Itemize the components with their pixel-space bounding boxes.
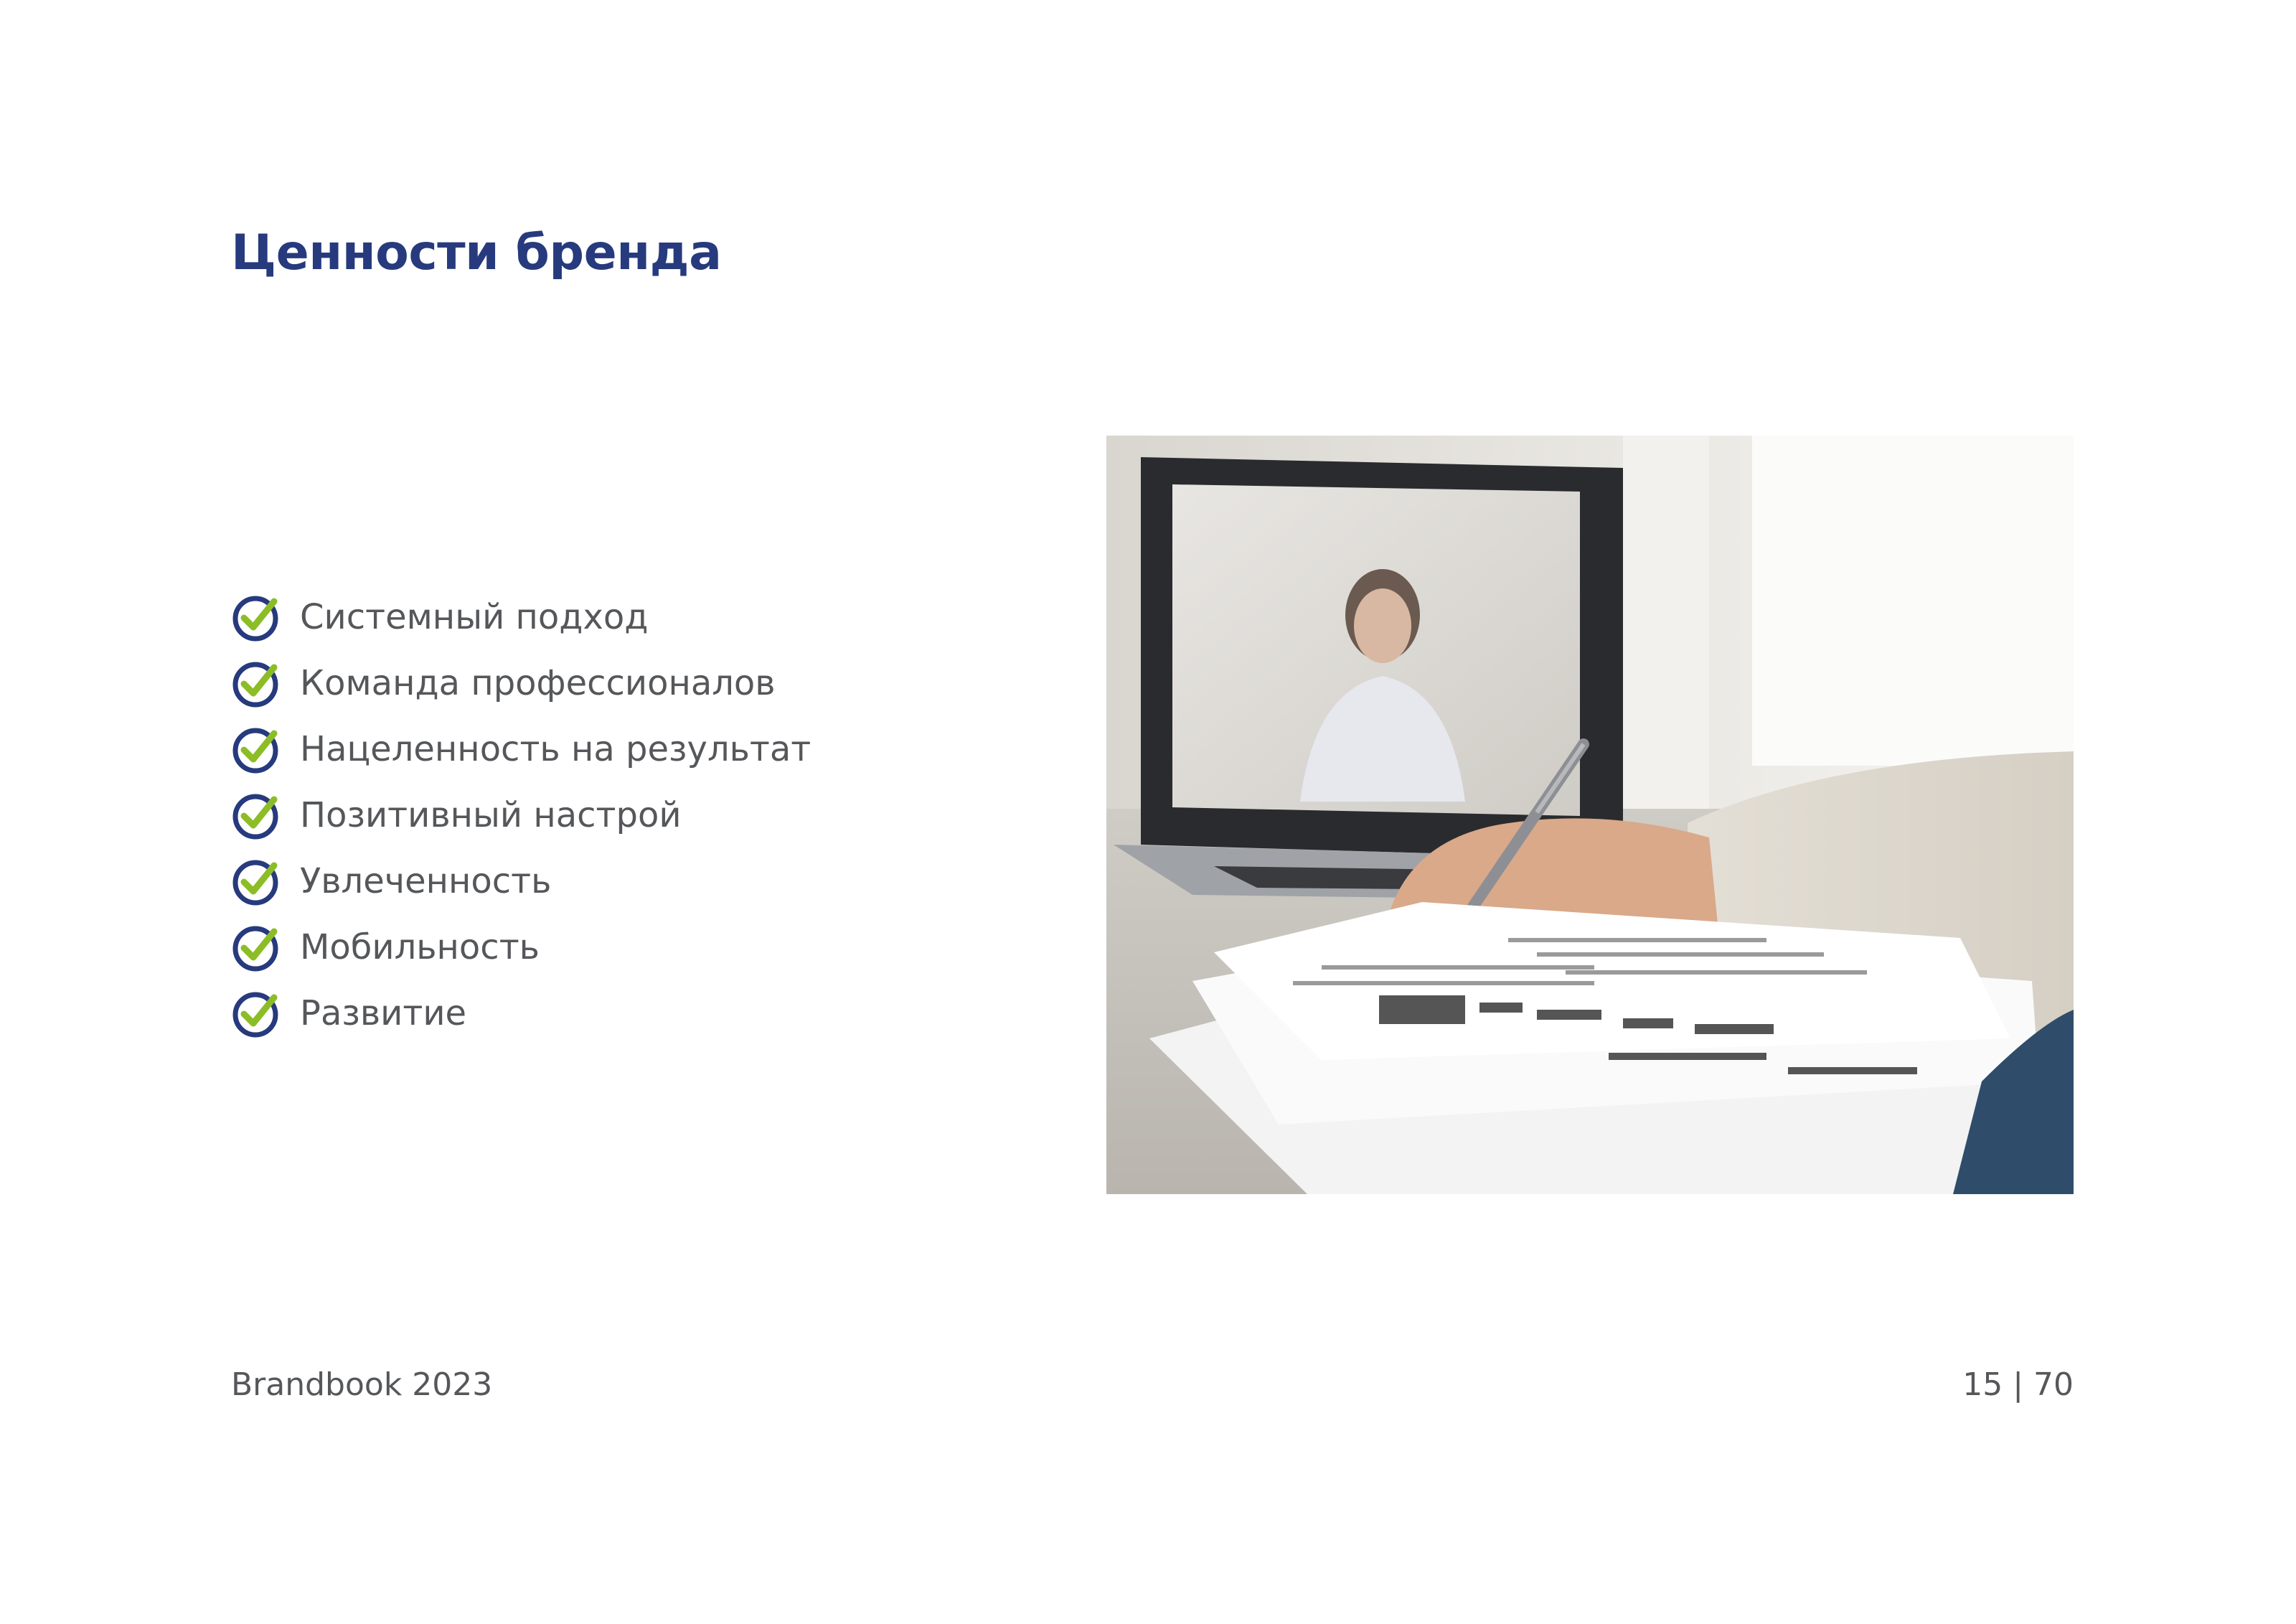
check-circle-icon (231, 855, 283, 907)
list-item (231, 716, 811, 782)
footer-brand: Brandbook 2023 (231, 1366, 493, 1403)
page-number: 15 | 70 (1962, 1366, 2074, 1403)
value-label: Системный подход (300, 597, 649, 637)
check-circle-icon (231, 723, 283, 775)
check-circle-icon (231, 987, 283, 1039)
check-circle-icon (231, 921, 283, 973)
hero-photo (1106, 436, 2074, 1194)
value-label: Команда профессионалов (300, 663, 776, 703)
value-label: Нацеленность на результат (300, 729, 811, 769)
page-title: Ценности бренда (231, 225, 722, 281)
check-circle-icon (231, 789, 283, 841)
list-item (231, 914, 811, 980)
list-item (231, 650, 811, 716)
value-label: Позитивный настрой (300, 795, 682, 835)
list-item (231, 848, 811, 914)
check-circle-icon (231, 591, 283, 643)
value-label: Развитие (300, 993, 467, 1033)
value-label: Мобильность (300, 927, 540, 967)
value-label: Увлеченность (300, 861, 552, 901)
list-item (231, 782, 811, 848)
brand-values-list (231, 584, 811, 1046)
list-item (231, 980, 811, 1046)
check-circle-icon (231, 657, 283, 709)
list-item (231, 584, 811, 650)
